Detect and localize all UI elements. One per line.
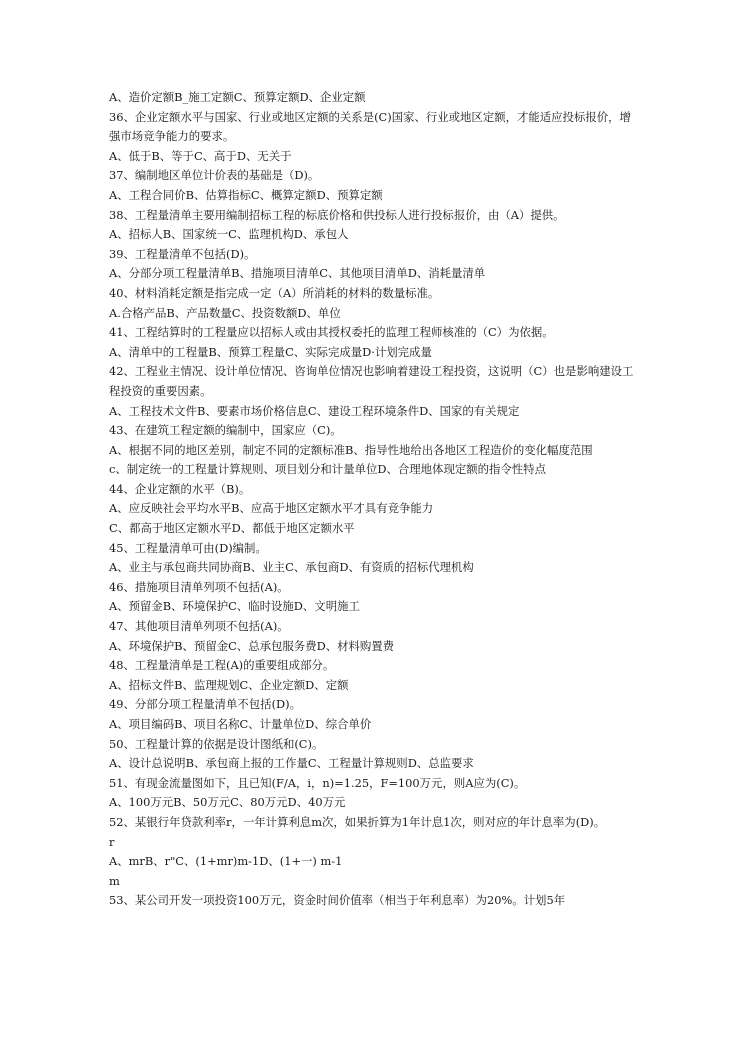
text-line: 40、材料消耗定额是指完成一定（A）所消耗的材料的数量标准。 <box>109 285 440 300</box>
text-line: 46、措施项目清单列项不包括(A)。 <box>109 579 289 594</box>
text-line: A、低于B、等于C、高于D、无关于 <box>109 148 292 163</box>
text-line: 49、分部分项工程量清单不包括(D)。 <box>109 697 301 712</box>
text-line: A、招标文件B、监理规划C、企业定额D、定额 <box>109 677 349 692</box>
text-line: A、造价定额B_施工定额C、预算定额D、企业定额 <box>109 90 366 104</box>
text-line: 36、企业定额水平与国家、行业或地区定额的关系是(C)国家、行业或地区定额，才能适应投标报价，增强市场竞争能力的要求。 <box>109 109 631 144</box>
text-line: 43、在建筑工程定额的编制中，国家应（C)。 <box>109 423 342 438</box>
text-line: A、mrB、r"C、(1+mr)m-1D、(1+一) m-1 <box>109 854 343 869</box>
text-line: 45、工程量清单可由(D)编制。 <box>109 540 267 555</box>
text-line: c、制定统一的工程量计算规则、项目划分和计量单位D、合理地体现定额的指令性特点 <box>109 462 546 477</box>
text-line: 44、企业定额的水平（B)。 <box>109 481 251 496</box>
text-line: 48、工程量清单是工程(A)的重要组成部分。 <box>109 658 335 673</box>
text-line: A、项目编码B、项目名称C、计量单位D、综合单价 <box>109 717 372 731</box>
text-line: A、应反映社会平均水平B、应高于地区定额水平才具有竞争能力 <box>109 501 434 516</box>
text-line: A、100万元B、50万元C、80万元D、40万元 <box>109 795 346 810</box>
text-line: 53、某公司开发一项投资100万元，资金时间价值率（相当于年利息率）为20%。计划5年 <box>109 893 566 908</box>
text-line: A、预留金B、环境保护C、临时设施D、文明施工 <box>109 599 360 614</box>
text-line: 52、某银行年贷款利率r，一年计算利息m次，如果折算为1年计息1次，则对应的年计息率为(D)。 <box>109 814 606 829</box>
text-line: 50、工程量计算的依据是设计图纸和(C)。 <box>109 736 324 751</box>
text-line: A、分部分项工程量清单B、措施项目清单C、其他项目清单D、消耗量清单 <box>109 266 486 281</box>
text-line: C、都高于地区定额水平D、都低于地区定额水平 <box>109 521 355 536</box>
text-line: 51、有现金流量图如下，且已知(F/A，i，n)=1.25，F=100万元，则A应为(C)。 <box>109 775 526 790</box>
text-line: 42、工程业主情况、设计单位情况、咨询单位情况也影响着建设工程投资，这说明（C）也是影响建设工程投资的重要因素。 <box>109 364 634 398</box>
text-line: A、环境保护B、预留金C、总承包服务费D、材料购置费 <box>109 638 395 653</box>
text-line: A、设计总说明B、承包商上报的工作量C、工程量计算规则D、总监要求 <box>109 756 474 771</box>
text-line: A、业主与承包商共同协商B、业主C、承包商D、有资质的招标代理机构 <box>109 560 474 575</box>
text-line: 39、工程量清单不包括(D)。 <box>109 246 256 261</box>
text-line: 37、编制地区单位计价表的基础是（D)。 <box>109 168 320 183</box>
text-line: A、工程合同价B、估算指标C、概算定额D、预算定额 <box>109 187 383 202</box>
text-line: A、工程技术文件B、要素市场价格信息C、建设工程环境条件D、国家的有关规定 <box>109 403 520 418</box>
text-line: r <box>109 834 115 849</box>
text-line: m <box>109 873 120 888</box>
text-line: A、根据不同的地区差别，制定不同的定额标准B、指导性地给出各地区工程造价的变化幅度范围 <box>109 442 593 457</box>
text-line: A、清单中的工程量B、预算工程量C、实际完成量D·计划完成量 <box>109 344 432 359</box>
text-line: 38、工程量清单主要用编制招标工程的标底价格和供投标人进行投标报价，由（A）提供。 <box>109 207 565 222</box>
text-line: 41、工程结算时的工程量应以招标人或由其授权委托的监理工程师核准的（C）为依据。 <box>109 325 554 340</box>
text-line: A、招标人B、国家统一C、监理机构D、承包人 <box>109 227 349 242</box>
text-line: A.合格产品B、产品数量C、投资数额D、单位 <box>109 305 341 320</box>
text-line: 47、其他项目清单列项不包括(A)。 <box>109 619 289 634</box>
document-body <box>109 88 639 911</box>
